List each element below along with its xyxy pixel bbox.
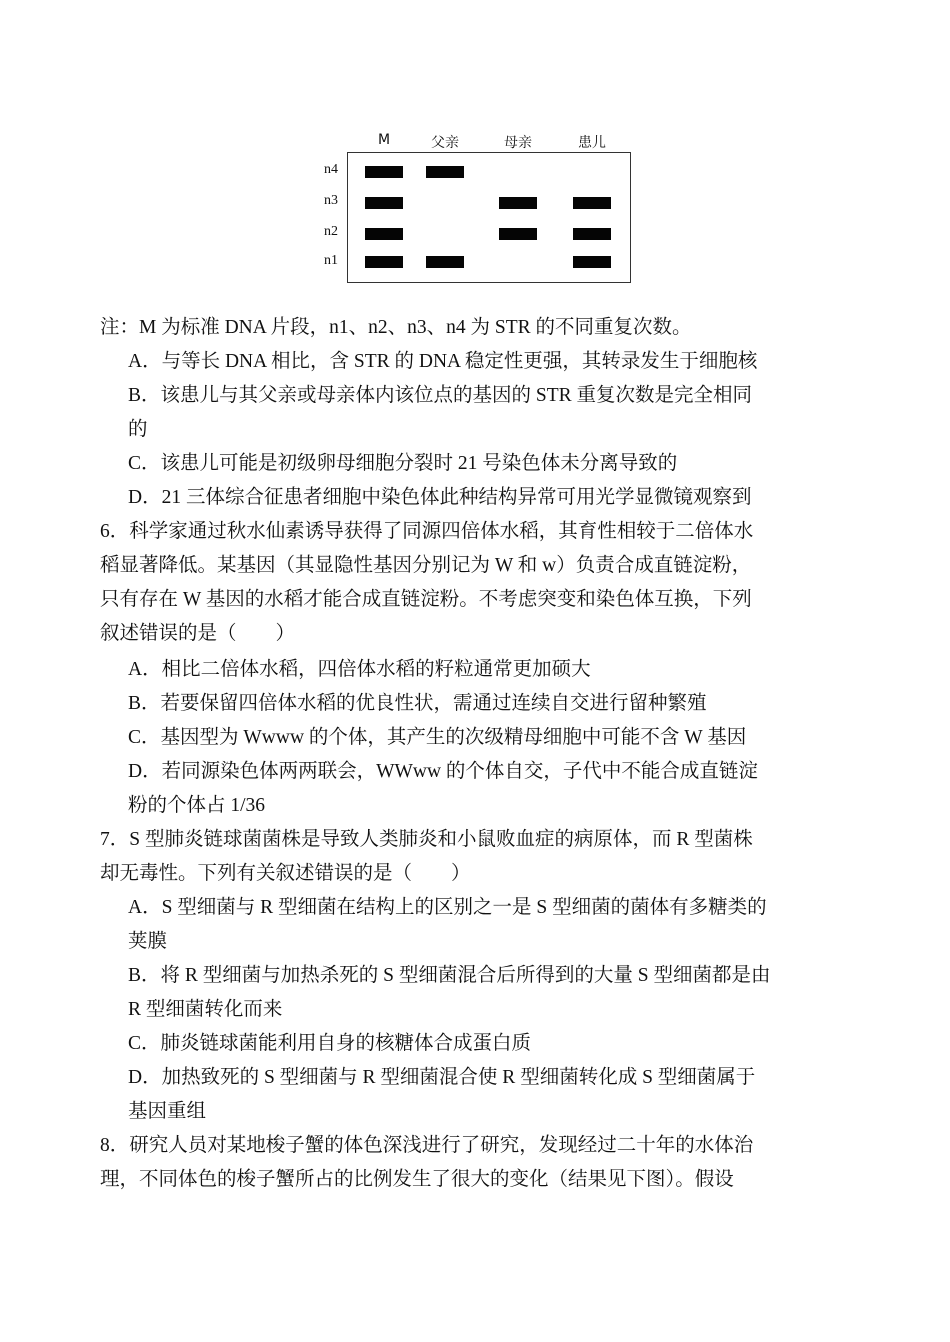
q6-stem-4: 叙述错误的是（ ） bbox=[100, 623, 296, 644]
row-label-n2: n2 bbox=[324, 224, 338, 239]
q7-option-b: B．将 R 型细菌与加热杀死的 S 型细菌混合后所得到的大量 S 型细菌都是由 bbox=[128, 965, 771, 986]
q6-stem-2: 稻显著降低。某基因（其显隐性基因分别记为 W 和 w）负责合成直链淀粉， bbox=[100, 555, 752, 576]
q7-option-d-cont: 基因重组 bbox=[128, 1101, 207, 1122]
band-father-n1 bbox=[426, 256, 464, 268]
q7-stem-1: 7．S 型肺炎链球菌菌株是导致人类肺炎和小鼠败血症的病原体，而 R 型菌株 bbox=[100, 829, 753, 850]
q7-option-b-cont: R 型细菌转化而来 bbox=[128, 999, 283, 1020]
q7-option-c: C．肺炎链球菌能利用自身的核糖体合成蛋白质 bbox=[128, 1033, 532, 1054]
q7-stem-2: 却无毒性。下列有关叙述错误的是（ ） bbox=[100, 863, 471, 884]
lane-label-m: M bbox=[377, 132, 391, 148]
band-m-n4 bbox=[365, 166, 403, 178]
band-child-n3 bbox=[573, 197, 611, 209]
row-label-n1: n1 bbox=[324, 253, 338, 268]
q6-option-d: D．若同源染色体两两联会，WWww 的个体自交，子代中不能合成直链淀 bbox=[128, 761, 758, 782]
band-m-n3 bbox=[365, 197, 403, 209]
q6-option-b: B．若要保留四倍体水稻的优良性状，需通过连续自交进行留种繁殖 bbox=[128, 693, 707, 714]
band-child-n2 bbox=[573, 228, 611, 240]
band-mother-n2 bbox=[499, 228, 537, 240]
q5-option-c: C．该患儿可能是初级卵母细胞分裂时 21 号染色体未分离导致的 bbox=[128, 453, 678, 474]
lane-label-child: 患儿 bbox=[578, 135, 606, 151]
q5-option-b-cont: 的 bbox=[128, 419, 148, 440]
str-electrophoresis-figure bbox=[320, 128, 650, 293]
band-m-n1 bbox=[365, 256, 403, 268]
q6-stem-3: 只有存在 W 基因的水稻才能合成直链淀粉。不考虑突变和染色体互换，下列 bbox=[100, 589, 752, 610]
band-child-n1 bbox=[573, 256, 611, 268]
q8-stem-2: 理，不同体色的梭子蟹所占的比例发生了很大的变化（结果见下图）。假设 bbox=[100, 1169, 734, 1190]
q5-option-a: A．与等长 DNA 相比，含 STR 的 DNA 稳定性更强，其转录发生于细胞核 bbox=[128, 351, 758, 372]
q6-option-c: C．基因型为 Wwww 的个体，其产生的次级精母细胞中可能不含 W 基因 bbox=[128, 727, 747, 748]
q7-option-a-cont: 荚膜 bbox=[128, 931, 168, 952]
q5-option-d: D．21 三体综合征患者细胞中染色体此种结构异常可用光学显微镜观察到 bbox=[128, 487, 752, 508]
band-mother-n3 bbox=[499, 197, 537, 209]
row-label-n3: n3 bbox=[324, 193, 338, 208]
q5-option-b: B．该患儿与其父亲或母亲体内该位点的基因的 STR 重复次数是完全相同 bbox=[128, 385, 753, 406]
q7-option-d: D．加热致死的 S 型细菌与 R 型细菌混合使 R 型细菌转化成 S 型细菌属于 bbox=[128, 1067, 756, 1088]
q6-stem-1: 6．科学家通过秋水仙素诱导获得了同源四倍体水稻，其育性相较于二倍体水 bbox=[100, 521, 754, 542]
figure-note: 注：M 为标准 DNA 片段，n1、n2、n3、n4 为 STR 的不同重复次数。 bbox=[100, 317, 692, 338]
q7-option-a: A．S 型细菌与 R 型细菌在结构上的区别之一是 S 型细菌的菌体有多糖类的 bbox=[128, 897, 767, 918]
band-father-n4 bbox=[426, 166, 464, 178]
q6-option-d-cont: 粉的个体占 1/36 bbox=[128, 795, 266, 816]
lane-label-father: 父亲 bbox=[431, 135, 459, 151]
q6-option-a: A．相比二倍体水稻，四倍体水稻的籽粒通常更加硕大 bbox=[128, 659, 591, 680]
q8-stem-1: 8．研究人员对某地梭子蟹的体色深浅进行了研究，发现经过二十年的水体治 bbox=[100, 1135, 754, 1156]
row-label-n4: n4 bbox=[324, 162, 338, 177]
band-m-n2 bbox=[365, 228, 403, 240]
lane-label-mother: 母亲 bbox=[504, 135, 532, 151]
